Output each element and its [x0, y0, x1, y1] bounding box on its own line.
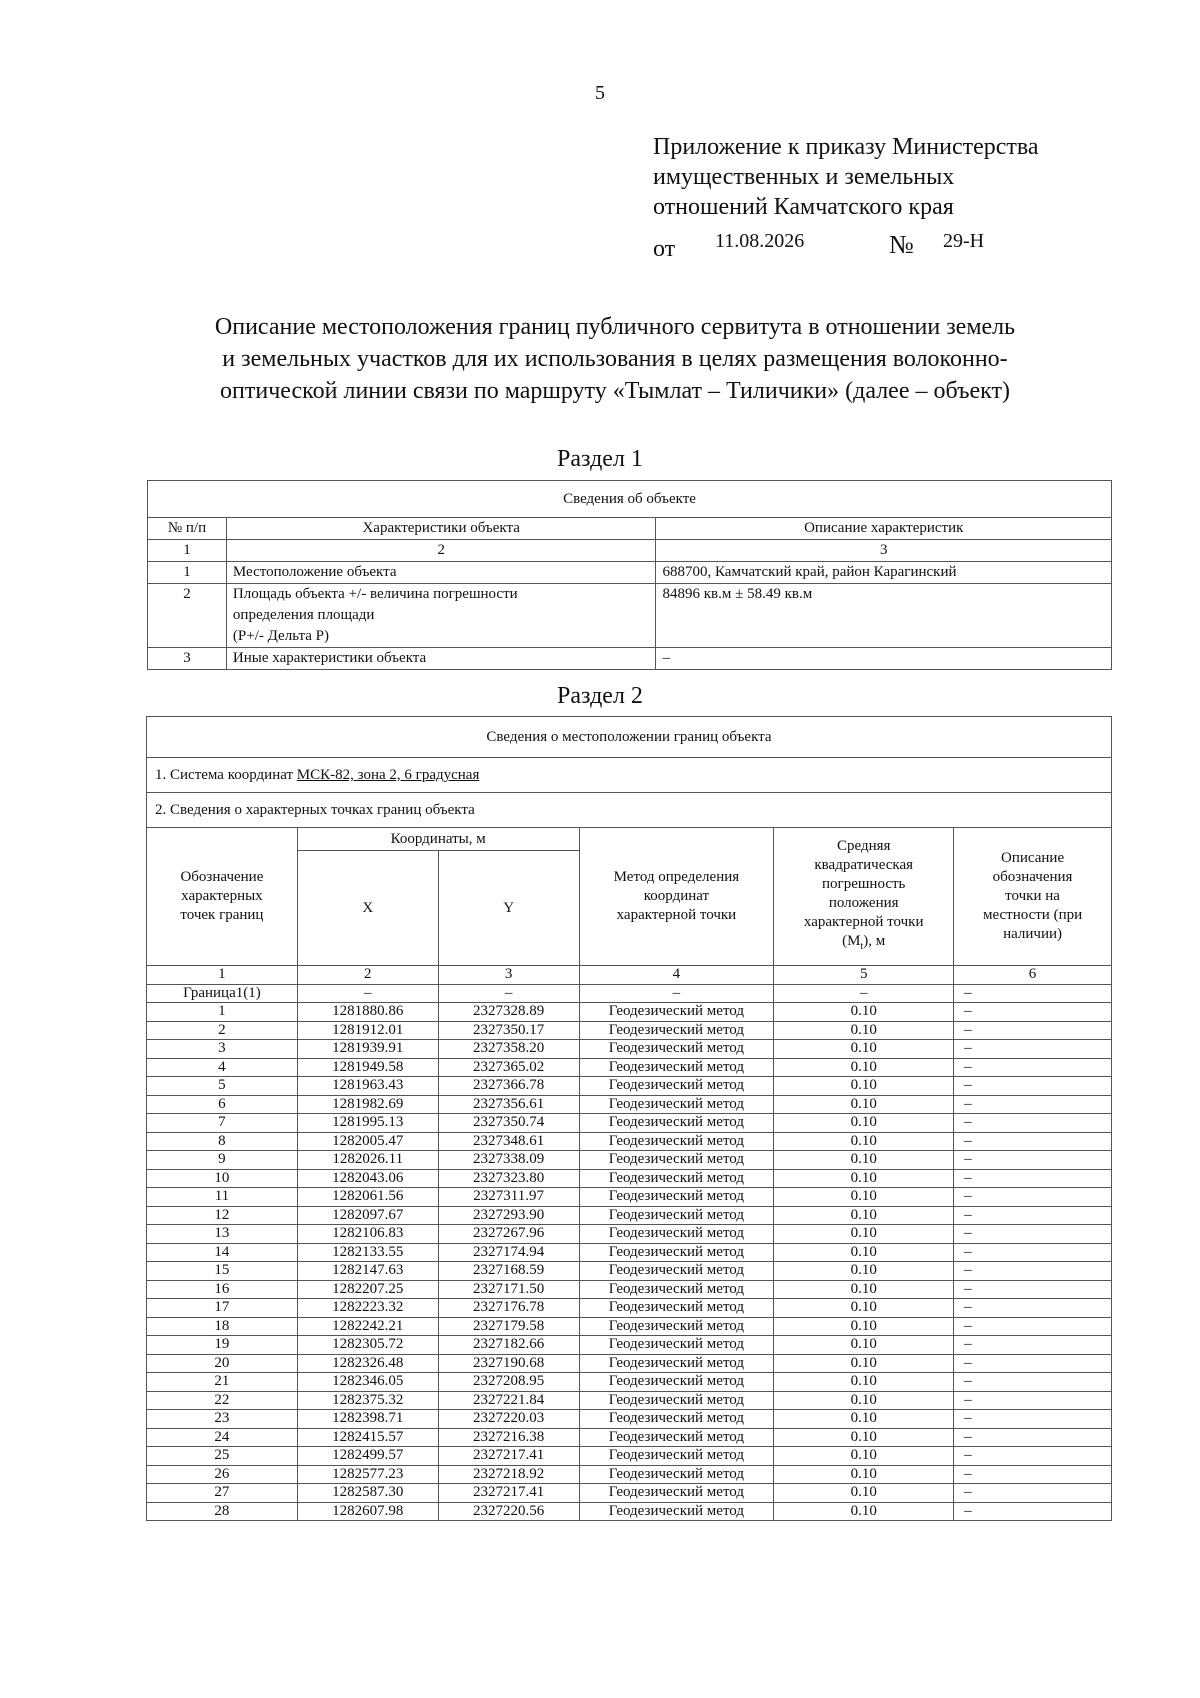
- method-cell: Геодезический метод: [579, 1077, 774, 1096]
- dash: –: [954, 984, 1112, 1003]
- method-cell: Геодезический метод: [579, 1336, 774, 1355]
- header-line: Средняя: [836, 838, 891, 854]
- method-cell: Геодезический метод: [579, 1188, 774, 1207]
- error-cell: 0.10: [774, 1243, 954, 1262]
- error-cell: 0.10: [774, 1354, 954, 1373]
- points-section-title: 2. Сведения о характерных точках границ объекта: [147, 793, 1112, 828]
- annex-line: имущественных и земельных: [653, 164, 955, 190]
- coordinate-x: 1282147.63: [297, 1262, 438, 1281]
- header-subscript: t: [860, 941, 864, 952]
- error-cell: 0.10: [774, 1206, 954, 1225]
- column-number: 2: [297, 966, 438, 985]
- coordinate-x: 1282207.25: [297, 1280, 438, 1299]
- coordinate-system-label: 1. Система координат: [155, 767, 297, 783]
- table-row: [147, 1373, 1112, 1392]
- coordinate-x: 1282326.48: [297, 1354, 438, 1373]
- coordinate-y: 2327267.96: [438, 1225, 579, 1244]
- coordinate-x: 1282577.23: [297, 1465, 438, 1484]
- method-cell: Геодезический метод: [579, 1003, 774, 1022]
- boundary-row: [147, 984, 1112, 1003]
- error-cell: 0.10: [774, 1151, 954, 1170]
- description-cell: –: [954, 1465, 1112, 1484]
- error-cell: 0.10: [774, 1465, 954, 1484]
- method-header: [579, 828, 774, 966]
- point-number: 6: [147, 1095, 298, 1114]
- characteristic-value: –: [656, 648, 1112, 670]
- error-cell: 0.10: [774, 1169, 954, 1188]
- method-cell: Геодезический метод: [579, 1428, 774, 1447]
- table-row: [147, 1003, 1112, 1022]
- method-cell: Геодезический метод: [579, 1410, 774, 1429]
- coordinate-y: 2327220.03: [438, 1410, 579, 1429]
- annex-header: [653, 132, 1039, 222]
- coordinate-x: 1281963.43: [297, 1077, 438, 1096]
- coordinate-y: 2327323.80: [438, 1169, 579, 1188]
- point-number: 10: [147, 1169, 298, 1188]
- description-cell: –: [954, 1114, 1112, 1133]
- header-line: характерной точки: [616, 907, 737, 923]
- coordinate-y: 2327221.84: [438, 1391, 579, 1410]
- object-info-table: [147, 480, 1112, 670]
- coordinate-x: 1282587.30: [297, 1484, 438, 1503]
- point-number: 7: [147, 1114, 298, 1133]
- header-line: характерной точки: [803, 914, 924, 930]
- description-cell: –: [954, 1169, 1112, 1188]
- description-cell: –: [954, 1206, 1112, 1225]
- error-cell: 0.10: [774, 1410, 954, 1429]
- annex-line: Приложение к приказу Министерства: [653, 134, 1039, 160]
- table-row: [148, 584, 1112, 648]
- description-cell: –: [954, 1132, 1112, 1151]
- method-cell: Геодезический метод: [579, 1151, 774, 1170]
- table-row: [147, 1317, 1112, 1336]
- method-cell: Геодезический метод: [579, 1391, 774, 1410]
- method-cell: Геодезический метод: [579, 1299, 774, 1318]
- coordinate-y: 2327328.89: [438, 1003, 579, 1022]
- description-cell: –: [954, 1225, 1112, 1244]
- coordinate-x: 1282061.56: [297, 1188, 438, 1207]
- document-title: [120, 311, 1110, 407]
- method-cell: Геодезический метод: [579, 1317, 774, 1336]
- description-cell: –: [954, 1410, 1112, 1429]
- point-number: 22: [147, 1391, 298, 1410]
- point-number: 3: [147, 1040, 298, 1059]
- header-line: [778, 932, 949, 956]
- table-row: [147, 1336, 1112, 1355]
- point-number: 16: [147, 1280, 298, 1299]
- point-number: 28: [147, 1502, 298, 1521]
- table-row: [147, 1391, 1112, 1410]
- table-row: [148, 562, 1112, 584]
- table-row: [147, 1502, 1112, 1521]
- table-row: [147, 1354, 1112, 1373]
- column-number: 2: [226, 540, 656, 562]
- table-row: [147, 1280, 1112, 1299]
- table-row: [147, 1243, 1112, 1262]
- header-line: положения: [828, 895, 899, 911]
- point-number: 8: [147, 1132, 298, 1151]
- description-header: [954, 828, 1112, 966]
- description-cell: –: [954, 1280, 1112, 1299]
- point-number: 24: [147, 1428, 298, 1447]
- error-cell: 0.10: [774, 1280, 954, 1299]
- table-row: [147, 1188, 1112, 1207]
- coordinate-x: 1282375.32: [297, 1391, 438, 1410]
- coordinate-y: 2327217.41: [438, 1484, 579, 1503]
- method-cell: Геодезический метод: [579, 1447, 774, 1466]
- method-cell: Геодезический метод: [579, 1484, 774, 1503]
- header-line: характерных: [181, 888, 263, 904]
- column-number: 3: [656, 540, 1112, 562]
- row-number: 2: [148, 584, 227, 648]
- method-cell: Геодезический метод: [579, 1502, 774, 1521]
- annex-line: отношений Камчатского края: [653, 194, 954, 220]
- order-number: 29-Н: [943, 230, 985, 252]
- coordinate-y: 2327216.38: [438, 1428, 579, 1447]
- error-cell: 0.10: [774, 1003, 954, 1022]
- coordinate-x: 1281995.13: [297, 1114, 438, 1133]
- order-date: 11.08.2026: [715, 230, 805, 252]
- method-cell: Геодезический метод: [579, 1262, 774, 1281]
- boundary-points-table: [146, 716, 1112, 1521]
- description-cell: –: [954, 1058, 1112, 1077]
- header-line: обозначения: [992, 869, 1073, 885]
- name-line: (Р+/- Дельта Р): [232, 628, 329, 644]
- table-row: [147, 1225, 1112, 1244]
- method-cell: Геодезический метод: [579, 1373, 774, 1392]
- error-cell: 0.10: [774, 1058, 954, 1077]
- description-cell: –: [954, 1003, 1112, 1022]
- coordinate-x: 1281880.86: [297, 1003, 438, 1022]
- column-number: 3: [438, 966, 579, 985]
- characteristic-value: 688700, Камчатский край, район Карагинский: [656, 562, 1112, 584]
- description-cell: –: [954, 1243, 1112, 1262]
- point-number: 17: [147, 1299, 298, 1318]
- coordinate-y: 2327208.95: [438, 1373, 579, 1392]
- point-number: 19: [147, 1336, 298, 1355]
- coordinate-y: 2327311.97: [438, 1188, 579, 1207]
- coordinate-x: 1282223.32: [297, 1299, 438, 1318]
- header-line: местности (при: [982, 907, 1083, 923]
- table-title: Сведения о местоположении границ объекта: [147, 717, 1112, 758]
- coordinate-y: 2327348.61: [438, 1132, 579, 1151]
- coordinate-x: 1281982.69: [297, 1095, 438, 1114]
- characteristic-name: [226, 584, 656, 648]
- point-number: 15: [147, 1262, 298, 1281]
- description-cell: –: [954, 1391, 1112, 1410]
- table-row: [147, 1021, 1112, 1040]
- point-number: 20: [147, 1354, 298, 1373]
- error-cell: 0.10: [774, 1095, 954, 1114]
- method-cell: Геодезический метод: [579, 1169, 774, 1188]
- dash: –: [774, 984, 954, 1003]
- coordinate-x: 1282242.21: [297, 1317, 438, 1336]
- error-cell: 0.10: [774, 1391, 954, 1410]
- description-cell: –: [954, 1095, 1112, 1114]
- method-cell: Геодезический метод: [579, 1021, 774, 1040]
- coordinate-y: 2327350.74: [438, 1114, 579, 1133]
- description-cell: –: [954, 1336, 1112, 1355]
- column-header: № п/п: [148, 518, 227, 540]
- table-row: [147, 1169, 1112, 1188]
- error-cell: 0.10: [774, 1132, 954, 1151]
- table-row: [147, 1484, 1112, 1503]
- header-line: Метод определения: [613, 869, 740, 885]
- coordinate-x: 1281939.91: [297, 1040, 438, 1059]
- coordinate-y: 2327366.78: [438, 1077, 579, 1096]
- method-cell: Геодезический метод: [579, 1095, 774, 1114]
- error-cell: 0.10: [774, 1428, 954, 1447]
- dash: –: [297, 984, 438, 1003]
- description-cell: –: [954, 1077, 1112, 1096]
- header-line: квадратическая: [814, 857, 914, 873]
- coordinate-y: 2327182.66: [438, 1336, 579, 1355]
- coordinate-x: 1282305.72: [297, 1336, 438, 1355]
- method-cell: Геодезический метод: [579, 1132, 774, 1151]
- method-cell: Геодезический метод: [579, 1280, 774, 1299]
- coordinate-y: 2327218.92: [438, 1465, 579, 1484]
- method-cell: Геодезический метод: [579, 1225, 774, 1244]
- error-cell: 0.10: [774, 1373, 954, 1392]
- point-number: 18: [147, 1317, 298, 1336]
- table-row: [147, 1465, 1112, 1484]
- coordinate-x: 1282607.98: [297, 1502, 438, 1521]
- table-row: [147, 1262, 1112, 1281]
- coordinate-y: 2327356.61: [438, 1095, 579, 1114]
- point-number: 14: [147, 1243, 298, 1262]
- point-number: 26: [147, 1465, 298, 1484]
- coordinate-system-value: МСК-82, зона 2, 6 градусная: [296, 767, 480, 783]
- table-row: [147, 1410, 1112, 1429]
- coordinate-y: 2327174.94: [438, 1243, 579, 1262]
- table-row: [147, 1428, 1112, 1447]
- coordinate-y: 2327293.90: [438, 1206, 579, 1225]
- table-row: [147, 1447, 1112, 1466]
- coordinate-y: 2327190.68: [438, 1354, 579, 1373]
- point-number: 13: [147, 1225, 298, 1244]
- description-cell: –: [954, 1040, 1112, 1059]
- description-cell: –: [954, 1428, 1112, 1447]
- row-number: 1: [148, 562, 227, 584]
- table-row: [147, 1040, 1112, 1059]
- coordinate-x: 1282346.05: [297, 1373, 438, 1392]
- description-cell: –: [954, 1262, 1112, 1281]
- point-number: 12: [147, 1206, 298, 1225]
- column-number: 5: [774, 966, 954, 985]
- table-row: [147, 1132, 1112, 1151]
- section-2-title: Раздел 2: [557, 683, 643, 709]
- table-row: [147, 1095, 1112, 1114]
- error-header: [774, 828, 954, 966]
- name-line: определения площади: [232, 607, 375, 623]
- coordinate-x: 1282005.47: [297, 1132, 438, 1151]
- description-cell: –: [954, 1317, 1112, 1336]
- error-cell: 0.10: [774, 1484, 954, 1503]
- dash: –: [438, 984, 579, 1003]
- error-cell: 0.10: [774, 1299, 954, 1318]
- table-row: [147, 1299, 1112, 1318]
- point-number: 21: [147, 1373, 298, 1392]
- coordinate-x: 1281912.01: [297, 1021, 438, 1040]
- table-row: [147, 1151, 1112, 1170]
- coordinate-system: [147, 758, 1112, 793]
- description-cell: –: [954, 1484, 1112, 1503]
- error-cell: 0.10: [774, 1447, 954, 1466]
- coordinate-x: 1281949.58: [297, 1058, 438, 1077]
- title-line: Описание местоположения границ публичного сервитута в отношении земель: [214, 314, 1016, 340]
- coordinate-y: 2327217.41: [438, 1447, 579, 1466]
- column-header: Описание характеристик: [656, 518, 1112, 540]
- table-row: [147, 1058, 1112, 1077]
- table-row: [147, 1114, 1112, 1133]
- table-title: Сведения об объекте: [148, 481, 1112, 518]
- y-header: Y: [438, 851, 579, 966]
- error-cell: 0.10: [774, 1021, 954, 1040]
- coordinate-y: 2327338.09: [438, 1151, 579, 1170]
- error-cell: 0.10: [774, 1114, 954, 1133]
- header-line: Описание: [1001, 850, 1065, 866]
- header-line: точки на: [1005, 888, 1060, 904]
- header-line: точек границ: [180, 907, 264, 923]
- method-cell: Геодезический метод: [579, 1040, 774, 1059]
- row-number: 3: [148, 648, 227, 670]
- error-cell: 0.10: [774, 1077, 954, 1096]
- header-line: Обозначение: [180, 869, 264, 885]
- coordinate-y: 2327220.56: [438, 1502, 579, 1521]
- coordinate-y: 2327176.78: [438, 1299, 579, 1318]
- description-cell: –: [954, 1299, 1112, 1318]
- point-number: 4: [147, 1058, 298, 1077]
- characteristic-name: Иные характеристики объекта: [226, 648, 656, 670]
- coordinate-x: 1282398.71: [297, 1410, 438, 1429]
- page-number: 5: [595, 82, 605, 104]
- coordinate-y: 2327171.50: [438, 1280, 579, 1299]
- coordinate-x: 1282097.67: [297, 1206, 438, 1225]
- description-cell: –: [954, 1354, 1112, 1373]
- dash: –: [579, 984, 774, 1003]
- method-cell: Геодезический метод: [579, 1206, 774, 1225]
- point-number: 23: [147, 1410, 298, 1429]
- coordinate-x: 1282415.57: [297, 1428, 438, 1447]
- column-header: Характеристики объекта: [226, 518, 656, 540]
- boundary-label: Граница1(1): [147, 984, 298, 1003]
- coordinate-y: 2327350.17: [438, 1021, 579, 1040]
- coordinate-x: 1282026.11: [297, 1151, 438, 1170]
- title-line: и земельных участков для их использования в целях размещения волоконно-: [222, 346, 1008, 372]
- characteristic-name: Местоположение объекта: [226, 562, 656, 584]
- point-number: 9: [147, 1151, 298, 1170]
- coordinate-x: 1282133.55: [297, 1243, 438, 1262]
- error-cell: 0.10: [774, 1502, 954, 1521]
- table-row: [147, 1077, 1112, 1096]
- error-cell: 0.10: [774, 1225, 954, 1244]
- point-number: 11: [147, 1188, 298, 1207]
- point-number: 2: [147, 1021, 298, 1040]
- header-part: ), м: [863, 933, 886, 949]
- name-line: Площадь объекта +/- величина погрешности: [232, 586, 518, 602]
- characteristic-value: 84896 кв.м ± 58.49 кв.м: [656, 584, 1112, 648]
- coordinates-header: Координаты, м: [297, 828, 579, 851]
- header-line: координат: [643, 888, 710, 904]
- method-cell: Геодезический метод: [579, 1114, 774, 1133]
- coordinate-y: 2327358.20: [438, 1040, 579, 1059]
- table-row: [148, 648, 1112, 670]
- header-line: наличии): [1003, 926, 1063, 942]
- coordinate-y: 2327168.59: [438, 1262, 579, 1281]
- coordinate-y: 2327179.58: [438, 1317, 579, 1336]
- header-line: погрешность: [822, 876, 906, 892]
- point-number: 25: [147, 1447, 298, 1466]
- title-line: оптической линии связи по маршруту «Тымлат – Тиличики» (далее – объект): [220, 378, 1010, 404]
- error-cell: 0.10: [774, 1040, 954, 1059]
- coordinate-x: 1282043.06: [297, 1169, 438, 1188]
- method-cell: Геодезический метод: [579, 1465, 774, 1484]
- point-number: 27: [147, 1484, 298, 1503]
- designation-header: [147, 828, 298, 966]
- error-cell: 0.10: [774, 1336, 954, 1355]
- description-cell: –: [954, 1373, 1112, 1392]
- section-1-title: Раздел 1: [557, 446, 643, 472]
- table-row: [147, 1206, 1112, 1225]
- number-prefix: №: [889, 230, 914, 259]
- description-cell: –: [954, 1188, 1112, 1207]
- description-cell: –: [954, 1151, 1112, 1170]
- description-cell: –: [954, 1447, 1112, 1466]
- coordinate-x: 1282499.57: [297, 1447, 438, 1466]
- point-number: 1: [147, 1003, 298, 1022]
- point-number: 5: [147, 1077, 298, 1096]
- error-cell: 0.10: [774, 1317, 954, 1336]
- description-cell: –: [954, 1502, 1112, 1521]
- header-part: (M: [842, 933, 861, 949]
- method-cell: Геодезический метод: [579, 1354, 774, 1373]
- column-number: 1: [148, 540, 227, 562]
- date-prefix: от: [653, 236, 676, 262]
- x-header: X: [297, 851, 438, 966]
- column-number: 1: [147, 966, 298, 985]
- error-cell: 0.10: [774, 1262, 954, 1281]
- column-number: 4: [579, 966, 774, 985]
- error-cell: 0.10: [774, 1188, 954, 1207]
- column-number: 6: [954, 966, 1112, 985]
- method-cell: Геодезический метод: [579, 1058, 774, 1077]
- method-cell: Геодезический метод: [579, 1243, 774, 1262]
- description-cell: –: [954, 1021, 1112, 1040]
- coordinate-x: 1282106.83: [297, 1225, 438, 1244]
- coordinate-y: 2327365.02: [438, 1058, 579, 1077]
